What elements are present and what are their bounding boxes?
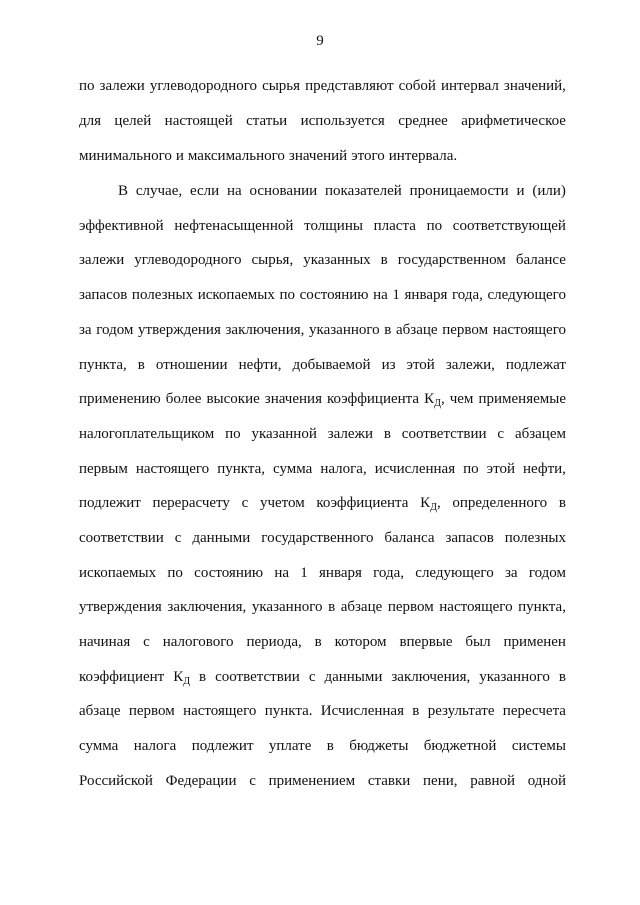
word: нефти, (523, 461, 566, 477)
word: минимального (79, 148, 172, 164)
word: по (426, 218, 443, 234)
word: отношении (155, 357, 228, 373)
word: налога, (320, 461, 367, 477)
word: более (165, 391, 202, 407)
word: января (319, 565, 362, 581)
word: заключения, (167, 599, 247, 615)
word: первым (79, 461, 128, 477)
word: указанного (309, 322, 380, 338)
word: ископаемых (197, 287, 275, 303)
word: этой (486, 461, 515, 477)
text-line (79, 355, 566, 375)
word: первом (442, 322, 489, 338)
word: для (79, 113, 102, 129)
word: соответствии (401, 426, 487, 442)
text-line (79, 632, 566, 652)
word: применяемые (478, 391, 566, 407)
word: Исчисленная (320, 703, 404, 719)
word: углеводородного (149, 78, 258, 94)
text-line (79, 250, 566, 270)
word: статьи (246, 113, 288, 129)
word: (или) (532, 183, 566, 199)
word: чем (449, 391, 474, 407)
text-line (79, 389, 566, 414)
word: года, (373, 565, 405, 581)
word: на (373, 287, 388, 303)
word: в (383, 426, 391, 442)
word: значения (264, 391, 322, 407)
word: годом (528, 565, 566, 581)
word: соответствии (79, 530, 164, 546)
word: сырья (262, 78, 301, 94)
word: 1 (392, 287, 400, 303)
word: коэффициент (79, 669, 165, 685)
word: годом (96, 322, 134, 338)
word: учетом (259, 495, 305, 511)
word: с (497, 426, 505, 442)
word: с (174, 530, 182, 546)
word: применен (503, 634, 566, 650)
word: в (199, 669, 207, 685)
word: утверждения (138, 322, 221, 338)
word: состоянию (194, 565, 264, 581)
word: первом (128, 703, 175, 719)
word: данными (192, 530, 251, 546)
word: в (314, 634, 322, 650)
word: сумма (273, 461, 313, 477)
word: $К_Д$, (424, 391, 445, 409)
word: следующего (415, 565, 494, 581)
word: толщины (304, 218, 363, 234)
text-line (118, 181, 566, 201)
word: бюджетной (423, 738, 497, 754)
word: настоящего (183, 703, 257, 719)
word: одной (527, 773, 566, 789)
word: в (328, 599, 336, 615)
text-line (79, 493, 566, 518)
word: значений, (503, 78, 566, 94)
word: по (463, 461, 479, 477)
word: котором (334, 634, 387, 650)
word: пункта, (79, 357, 127, 373)
word: абзаце (396, 322, 438, 338)
word: данными (324, 669, 383, 685)
word: и (516, 183, 525, 199)
word: сырья, (251, 252, 294, 268)
word: абзаце (340, 599, 383, 615)
word: баланса (384, 530, 435, 546)
word: ставки (367, 773, 411, 789)
word: случае, (135, 183, 183, 199)
word: ископаемых (79, 565, 157, 581)
word: пласта (373, 218, 416, 234)
word: высокие (206, 391, 260, 407)
word: добываемой (292, 357, 371, 373)
word: подлежит (191, 738, 254, 754)
word: пени, (423, 773, 458, 789)
word: целей (114, 113, 152, 129)
word: настоящей (164, 113, 233, 129)
word: определенного (452, 495, 548, 511)
word: по (279, 287, 295, 303)
word: налога (133, 738, 177, 754)
word: указанного (251, 599, 323, 615)
word: и (175, 148, 184, 164)
text-line (79, 736, 566, 756)
word: коэффициента (327, 391, 420, 407)
word: года, (452, 287, 483, 303)
word: интервала. (388, 148, 458, 164)
text-line (79, 597, 566, 617)
word: углеводородного (134, 252, 242, 268)
word: проницаемости (409, 183, 509, 199)
word: сумма (79, 738, 119, 754)
word: в (137, 357, 145, 373)
word: утверждения (79, 599, 162, 615)
word: залежи, (445, 357, 495, 373)
word: коэффициента (316, 495, 409, 511)
word: уплате (268, 738, 312, 754)
word: государственного (261, 530, 374, 546)
word: основании (249, 183, 318, 199)
word: из (381, 357, 396, 373)
word: подлежат (505, 357, 566, 373)
subscript: Д (183, 676, 191, 687)
word: налогового (162, 634, 234, 650)
word: в (384, 322, 392, 338)
word: нефти, (238, 357, 282, 373)
word: за (504, 565, 518, 581)
word: равной (470, 773, 516, 789)
word: соответствии (215, 669, 300, 685)
word: впервые (399, 634, 453, 650)
word: пункта. (264, 703, 313, 719)
word: представляют (305, 78, 394, 94)
text-line (79, 146, 566, 166)
word: в (558, 495, 566, 511)
word: В (118, 183, 129, 199)
text-line (79, 667, 566, 692)
word: этой (406, 357, 435, 373)
word: заключения, (391, 669, 471, 685)
word: с (241, 495, 249, 511)
word: заключения, (225, 322, 305, 338)
word: эффективной (79, 218, 164, 234)
word: Российской (79, 773, 153, 789)
word: арифметическое (461, 113, 566, 129)
text-line (79, 216, 566, 236)
word: абзацем (514, 426, 566, 442)
word: следующего (487, 287, 566, 303)
word: балансе (515, 252, 566, 268)
word: указанной (251, 426, 317, 442)
text-line (79, 459, 566, 479)
word: бюджеты (349, 738, 409, 754)
word: на (274, 565, 290, 581)
word: результате (427, 703, 495, 719)
word: первом (387, 599, 434, 615)
subscript: Д (430, 502, 437, 513)
word: применению (79, 391, 161, 407)
word: используется (300, 113, 385, 129)
word: системы (511, 738, 566, 754)
word: государственном (397, 252, 506, 268)
word: полезных (504, 530, 566, 546)
word: значений (288, 148, 348, 164)
text-line (79, 771, 566, 791)
word: по (79, 78, 95, 94)
word: залежи (327, 426, 373, 442)
word: начиная (79, 634, 131, 650)
text-line (79, 76, 566, 96)
word: максимального (187, 148, 285, 164)
word: 1 (300, 565, 308, 581)
text-line (79, 563, 566, 583)
word: собой (398, 78, 436, 94)
word: в (326, 738, 334, 754)
word: в (412, 703, 420, 719)
word: нефтенасыщенной (174, 218, 294, 234)
word: исчисленная (374, 461, 456, 477)
word: применением (268, 773, 356, 789)
word: абзаце (79, 703, 121, 719)
page-number: 9 (316, 33, 324, 49)
word: пункта, (217, 461, 265, 477)
word: по (225, 426, 241, 442)
word: указанного (479, 669, 550, 685)
word: с (308, 669, 316, 685)
word: залежи (79, 252, 125, 268)
word: в (558, 669, 566, 685)
text-line (79, 528, 566, 548)
word: на (226, 183, 242, 199)
word: $К_Д$, (420, 495, 441, 513)
word: настоящего (439, 599, 513, 615)
word: с (249, 773, 256, 789)
word: пересчета (502, 703, 566, 719)
text-line (79, 285, 566, 305)
word: периода, (246, 634, 302, 650)
word: Федерации (165, 773, 237, 789)
word: запасов (79, 287, 128, 303)
word: в (380, 252, 388, 268)
text-line (79, 320, 566, 340)
word: состоянию (299, 287, 369, 303)
word: с (143, 634, 150, 650)
word: этого (351, 148, 385, 164)
word: пункта, (518, 599, 566, 615)
word: был (465, 634, 491, 650)
subscript: Д (434, 398, 441, 409)
word: показателей (325, 183, 402, 199)
word: интервал (440, 78, 499, 94)
text-line (79, 701, 566, 721)
word: $К_Д$ (173, 669, 191, 687)
word: перерасчету (152, 495, 230, 511)
word: запасов (445, 530, 494, 546)
word: полезных (131, 287, 194, 303)
word: соответствующей (452, 218, 566, 234)
word: налогоплательщиком (79, 426, 215, 442)
word: настоящего (135, 461, 210, 477)
word: по (167, 565, 183, 581)
word: если (189, 183, 220, 199)
word: за (79, 322, 92, 338)
word: января (404, 287, 448, 303)
text-line (79, 111, 566, 131)
word: среднее (398, 113, 448, 129)
word: указанных (303, 252, 371, 268)
word: залежи (99, 78, 145, 94)
word: настоящего (492, 322, 566, 338)
word: подлежит (79, 495, 141, 511)
text-line (79, 424, 566, 444)
